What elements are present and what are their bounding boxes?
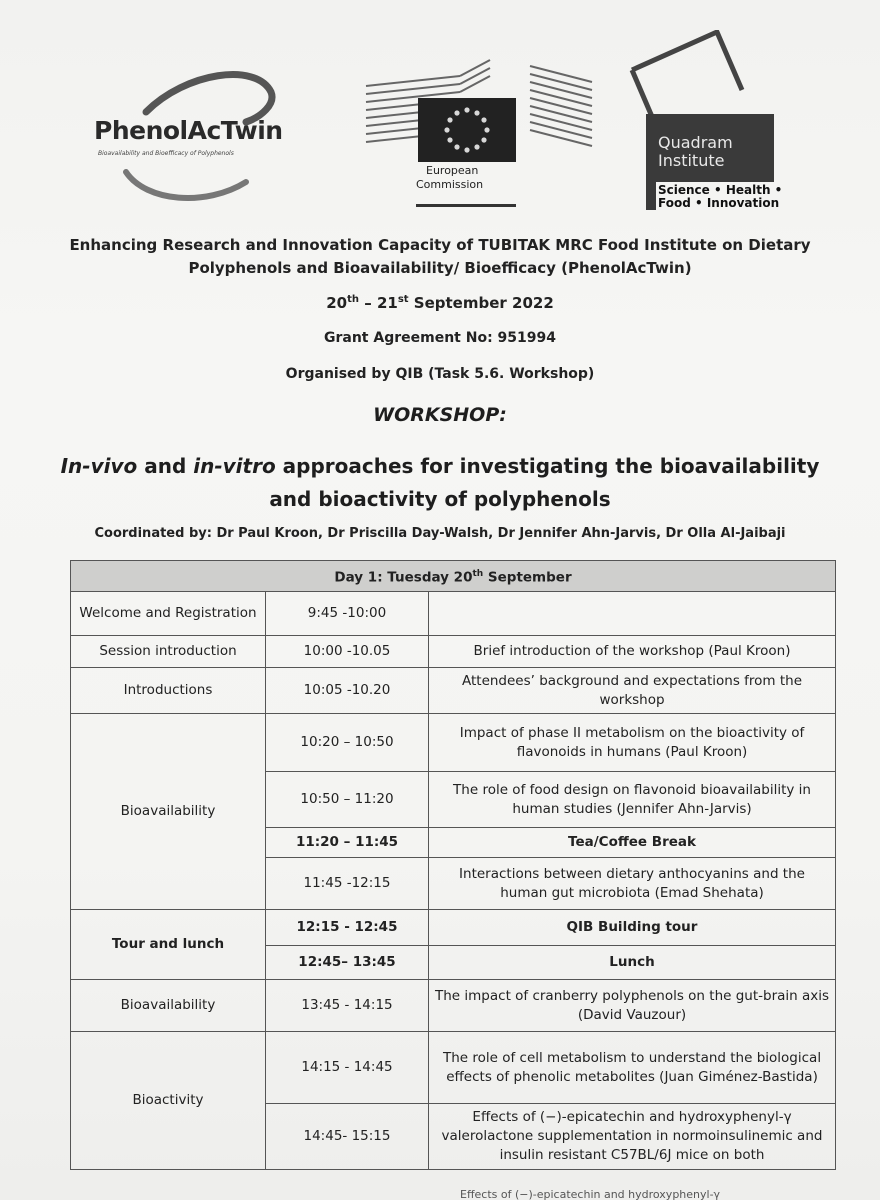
time-cell: 11:45 -12:15 [266,858,429,910]
time-cell: 9:45 -10:00 [266,592,429,636]
date-separator: – [359,294,377,312]
topic-cell: Tea/Coffee Break [429,828,836,858]
table-row [71,592,836,636]
phenolactwin-logo [86,62,316,212]
topic-cell: Impact of phase II metabolism on the bioactivity of flavonoids in humans (Paul Kroon) [429,714,836,772]
date-sup1: th [347,294,359,305]
topic-cell: Brief introduction of the workshop (Paul Kroon) [429,636,836,668]
table-row [71,714,836,772]
quadram-tagline-line2: Food • Innovation [658,196,780,210]
quadram-tagline-line1: Science • Health • [658,183,783,197]
session-cell: Welcome and Registration [71,592,266,636]
ec-name [416,164,483,192]
topic-cell: Lunch [429,946,836,980]
table-row [71,980,836,1032]
table-row [71,668,836,714]
organiser: Organised by QIB (Task 5.6. Workshop) [285,366,595,382]
ec-name-line1: European [426,164,479,177]
subtitle-and: and [137,454,194,478]
phenolactwin-name: PhenolAcTwin [94,116,283,145]
time-cell: 13:45 - 14:15 [266,980,429,1032]
topic-cell: The role of cell metabolism to understand the biological effects of phenolic metabolites (Juan Giménez-Bastida) [429,1032,836,1104]
table-row [71,636,836,668]
workshop-label: WORKSHOP: [373,404,507,426]
table-row [71,910,836,946]
session-cell: Tour and lunch [71,910,266,980]
time-cell: 12:15 - 12:45 [266,910,429,946]
topic-cell [429,592,836,636]
session-cell: Bioavailability [71,714,266,910]
time-cell: 11:20 – 11:45 [266,828,429,858]
date-sup2: st [397,294,409,305]
time-cell: 10:05 -10.20 [266,668,429,714]
date-day1: 20 [326,294,348,312]
workshop-title-line2: and bioactivity of polyphenols [269,487,611,511]
session-cell: Bioactivity [71,1032,266,1170]
quadram-name [658,134,733,170]
session-cell: Introductions [71,668,266,714]
event-dates [40,294,840,312]
project-title [40,234,840,280]
day-header [71,561,836,592]
subtitle-invivo: In-vivo [60,454,138,478]
topic-cell: Interactions between dietary anthocyanins and the human gut microbiota (Emad Shehata) [429,858,836,910]
time-cell: 14:45- 15:15 [266,1104,429,1170]
time-cell: 10:00 -10.05 [266,636,429,668]
coordinators: Coordinated by: Dr Paul Kroon, Dr Priscilla Day-Walsh, Dr Jennifer Ahn-Jarvis, Dr Olla Al-Jaibaji [94,526,786,541]
quadram-name-line2: Institute [658,151,725,170]
subtitle-rest: approaches for investigating the bioavailability [275,454,820,478]
workshop-title [40,450,840,516]
project-title-line1: Enhancing Research and Innovation Capacity of TUBITAK MRC Food Institute on Dietary [69,236,811,254]
time-cell: 12:45– 13:45 [266,946,429,980]
grant-agreement: Grant Agreement No: 951994 [324,330,556,346]
day-label-prefix: Day 1: Tuesday 20 [334,569,473,586]
day-label-sup: th [472,568,484,579]
topic-cell: The impact of cranberry polyphenols on the gut-brain axis (David Vauzour) [429,980,836,1032]
topic-cell: The role of food design on flavonoid bioavailability in human studies (Jennifer Ahn-Jarvis) [429,772,836,828]
time-cell: 14:15 - 14:45 [266,1032,429,1104]
next-page-cutoff-text: Effects of (−)-epicatechin and hydroxyphenyl-γ [460,1188,721,1200]
european-commission-logo [360,56,600,208]
date-month-year: September 2022 [408,294,554,312]
quadram-name-line1: Quadram [658,133,733,152]
quadram-logo [622,30,802,220]
topic-cell: QIB Building tour [429,910,836,946]
table-row [71,1032,836,1104]
date-day2: 21 [376,294,398,312]
time-cell: 10:20 – 10:50 [266,714,429,772]
day-label-suffix: September [483,569,572,586]
ec-name-line2: Commission [416,178,484,191]
topic-cell: Attendees’ background and expectations from the workshop [429,668,836,714]
session-cell: Session introduction [71,636,266,668]
workshop-title-line1 [40,450,840,483]
topic-cell: Effects of (−)-epicatechin and hydroxyphenyl-γ valerolactone supplementation in normoinsulinemic and insulin resistant C57BL/6J mice on both [429,1104,836,1170]
quadram-tagline [656,182,784,212]
subtitle-invitro: in-vitro [193,454,276,478]
schedule-table [70,560,836,1170]
day-header-row [71,561,836,592]
time-cell: 10:50 – 11:20 [266,772,429,828]
phenolactwin-tagline: Bioavailability and Bioefficacy of Polyphenols [98,150,234,157]
project-title-line2: Polyphenols and Bioavailability/ Bioefficacy (PhenolAcTwin) [188,259,692,277]
session-cell: Bioavailability [71,980,266,1032]
